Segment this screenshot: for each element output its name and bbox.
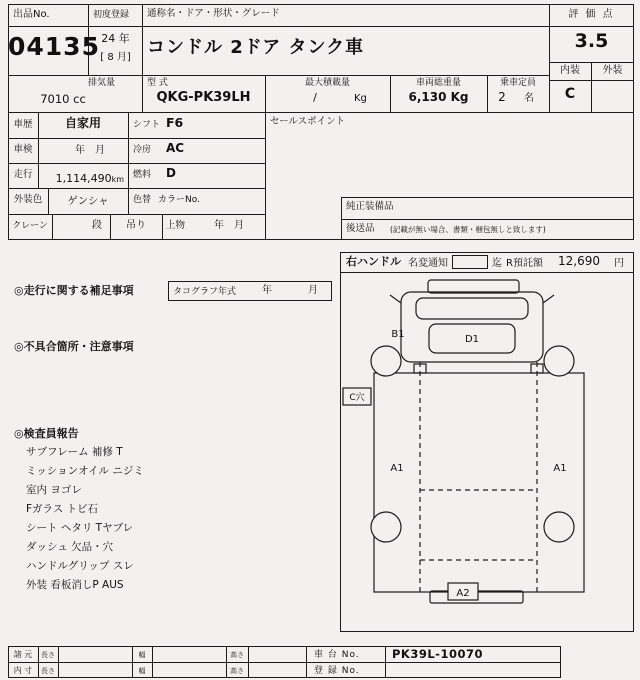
color-no-label: カラーNo. — [158, 195, 200, 205]
displacement-label: 排気量 — [88, 78, 116, 88]
grid-line — [341, 219, 634, 220]
width-label: 幅 — [138, 651, 146, 659]
grid-line — [8, 112, 634, 113]
ac-label: 冷房 — [133, 145, 152, 155]
equipment-label: 純正装備品 — [346, 201, 394, 212]
inspector-report-title: ◎検査員報告 — [14, 427, 79, 440]
front-left-wheel — [371, 346, 401, 376]
windshield — [416, 298, 528, 319]
displacement-value: 7010 cc — [40, 92, 86, 106]
mileage-note-title: ◎走行に関する補足事項 — [14, 284, 134, 297]
crane-hang-label: 吊り — [126, 220, 146, 231]
score-value: 3.5 — [574, 30, 609, 52]
inspector-item: ダッシュ 欠品・穴 — [26, 541, 114, 553]
exhibit-no-value: 04135 — [8, 32, 100, 61]
history-label: 車歴 — [13, 119, 33, 130]
shift-label: シフト — [133, 120, 161, 130]
name-change-blank-box — [452, 255, 488, 269]
height-label: 高さ — [230, 667, 244, 675]
height-label: 高さ — [230, 651, 244, 659]
grid-line — [8, 75, 549, 76]
label-a2: A2 — [456, 588, 470, 599]
handle-position: 右ハンドル — [346, 255, 401, 268]
registration-no-label: 登 録 No. — [314, 666, 360, 676]
mileage-value — [38, 168, 124, 186]
made-label: 迄 — [492, 258, 502, 269]
exterior-label: 外装 — [602, 65, 623, 76]
mileage-label: 走行 — [13, 169, 33, 180]
cab-outline — [401, 292, 543, 362]
crane-label: クレーン — [12, 221, 48, 231]
capacity-value: 2 — [498, 90, 506, 104]
tachograph-label: タコグラフ年式 — [173, 287, 237, 297]
inspection-value: 年 月 — [75, 145, 105, 156]
model-label: 型 式 — [147, 78, 168, 88]
inspector-item: ハンドルグリップ スレ — [26, 560, 134, 572]
vehicle-name-label: 通称名・ドア・形状・グレード — [147, 8, 280, 19]
vehicle-diagram — [341, 273, 633, 631]
crane-step-label: 段 — [92, 220, 102, 231]
name-change-label: 名変通知 — [408, 258, 448, 269]
interior-grade: C — [564, 86, 576, 102]
first-reg-month: [ 8 月] — [100, 52, 131, 63]
grid-line — [341, 197, 634, 198]
inspector-item: シート ヘタリ Tヤブレ — [26, 522, 134, 534]
inspector-item: サブフレーム 補修 T — [26, 446, 123, 458]
label-b1: B1 — [391, 329, 405, 340]
exhibit-no-label: 出品No. — [13, 9, 50, 20]
rear-right-wheel — [544, 512, 574, 542]
first-reg-year: 24 年 — [101, 32, 130, 45]
length-label: 長さ — [41, 651, 55, 659]
inspector-item: 外装 看板消しP AUS — [26, 579, 124, 591]
grid-line — [8, 188, 265, 189]
grid-line — [128, 112, 129, 214]
inspector-item: Fガラス トビ石 — [26, 503, 99, 515]
grid-line — [152, 646, 153, 678]
rear-left-wheel — [371, 512, 401, 542]
mileage-unit: km — [111, 175, 124, 184]
score-label: 評 価 点 — [568, 9, 615, 20]
body-label: 上物 — [166, 220, 186, 231]
tachograph-month: 月 — [308, 285, 318, 296]
model-value: QKG-PK39LH — [156, 90, 251, 105]
exterior-color-label: 外装色 — [13, 194, 43, 205]
grid-line — [162, 214, 163, 240]
interior-label: 内装 — [560, 65, 580, 76]
front-bumper — [428, 280, 519, 293]
left-mirror — [390, 295, 401, 303]
width-label: 幅 — [138, 667, 146, 675]
first-reg-label: 初度登録 — [93, 10, 130, 20]
defect-note-title: ◎不具合箇所・注意事項 — [14, 340, 134, 353]
inner-row-label: 内 寸 — [13, 666, 33, 675]
gvw-value: 6,130 Kg — [408, 90, 469, 104]
grid-line — [8, 214, 265, 215]
recolor-label: 色替 — [133, 195, 152, 205]
fuel-value: D — [166, 166, 176, 180]
body-outline — [374, 373, 584, 592]
exterior-color-value: ゲンシャ — [67, 195, 109, 207]
grid-line — [306, 646, 307, 678]
history-value: 自家用 — [64, 116, 101, 130]
label-d1: D1 — [464, 334, 480, 345]
capacity-label: 乗車定員 — [499, 78, 536, 88]
inspector-item: ミッションオイル ニジミ — [26, 465, 144, 477]
ac-value: AC — [166, 141, 185, 155]
gvw-label: 車両総重量 — [415, 78, 461, 88]
chassis-no-value: PK39L-10070 — [392, 647, 483, 661]
later-items-note: (記載が無い場合、書類・梱包無しと致します) — [390, 225, 546, 234]
max-load-value: / — [313, 91, 317, 104]
deposit-unit: 円 — [614, 258, 624, 269]
label-c-hole: C穴 — [349, 393, 365, 403]
grid-line — [385, 646, 386, 678]
vehicle-name-value: コンドル 2ドア タンク車 — [147, 37, 365, 58]
label-a1-left: A1 — [390, 463, 404, 474]
frame-rails — [420, 362, 537, 592]
max-load-label: 最大積載量 — [304, 78, 350, 88]
tachograph-year: 年 — [262, 285, 272, 296]
inspection-label: 車検 — [13, 144, 33, 155]
fuel-label: 燃料 — [133, 170, 152, 180]
grid-line — [341, 197, 342, 240]
shift-value: F6 — [166, 115, 184, 130]
grid-line — [8, 662, 561, 663]
max-load-unit: Kg — [354, 93, 367, 104]
body-value: 年 月 — [214, 220, 244, 231]
inspector-item: 室内 ヨゴレ — [26, 484, 82, 496]
deposit-label: R預託額 — [506, 258, 543, 269]
length-label: 長さ — [41, 667, 55, 675]
grid-line — [248, 646, 249, 678]
deposit-value: 12,690 — [558, 254, 600, 268]
grid-line — [58, 646, 59, 678]
later-items-label: 後送品 — [346, 223, 375, 234]
label-a1-right: A1 — [553, 463, 567, 474]
spec-row-label: 諸 元 — [13, 650, 33, 659]
chassis-no-label: 車 台 No. — [314, 650, 360, 660]
front-right-wheel — [544, 346, 574, 376]
capacity-unit: 名 — [524, 93, 534, 104]
right-mirror — [543, 295, 554, 303]
grid-line — [8, 26, 634, 27]
mileage-number: 1,114,490 — [55, 172, 112, 185]
grid-line — [8, 138, 265, 139]
sales-point-label: セールスポイント — [270, 116, 346, 127]
grid-line — [8, 163, 265, 164]
